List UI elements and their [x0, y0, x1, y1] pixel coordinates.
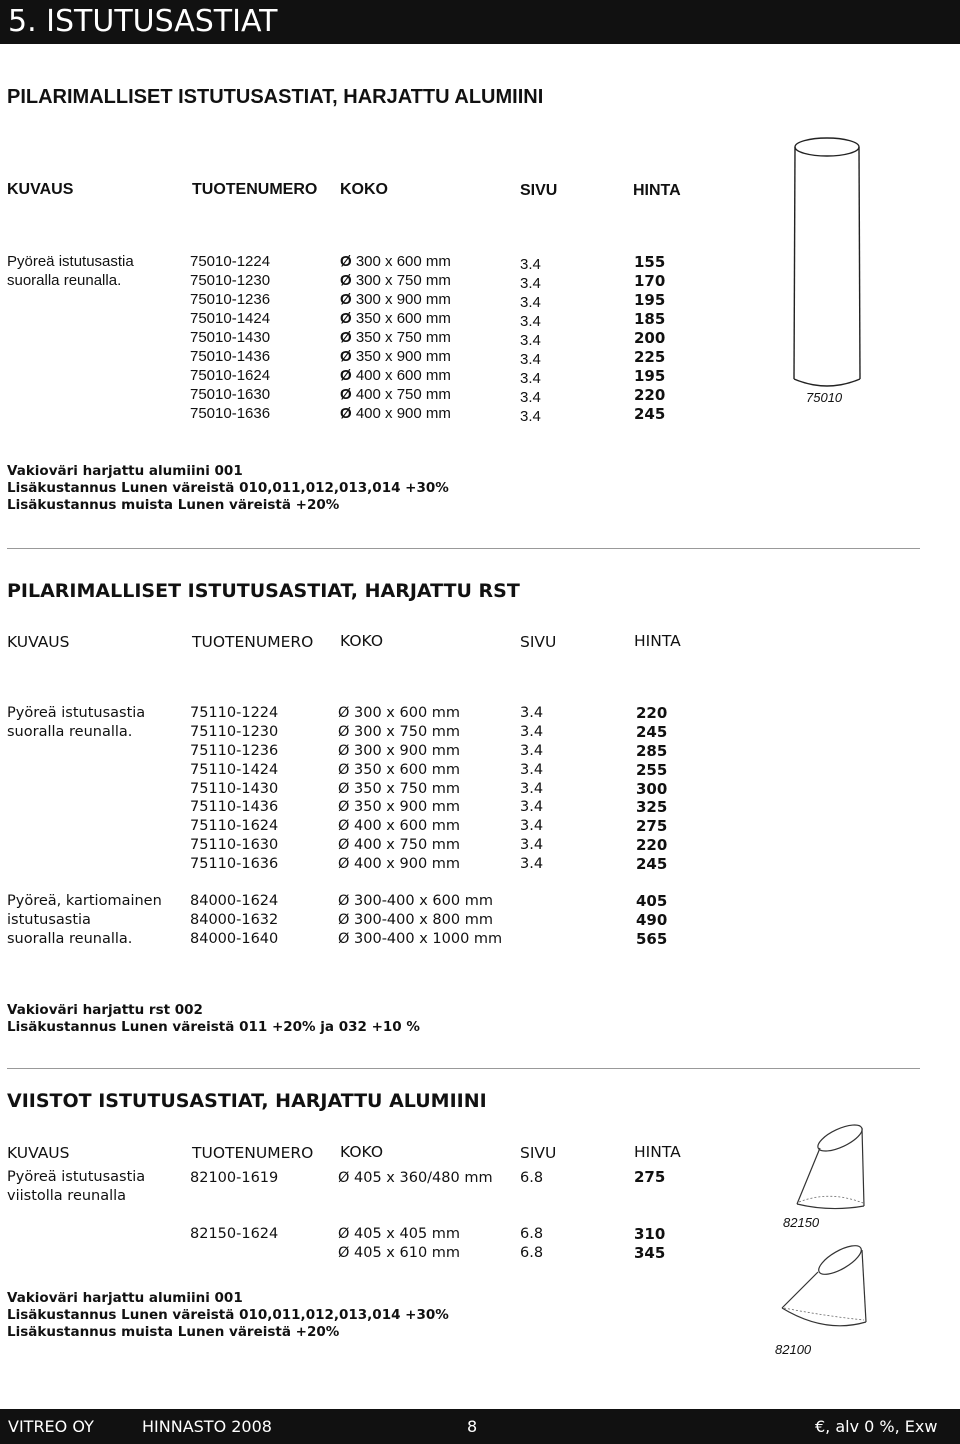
- table-row: 75110-1636: [190, 856, 279, 873]
- section3-col-tuotenumero: TUOTENUMERO: [192, 1144, 314, 1162]
- page-title: 5. ISTUTUSASTIAT: [8, 4, 278, 39]
- diameter-icon: Ø: [340, 291, 352, 308]
- section1-prices: 155 170 195 185 200 225 195 220 245: [634, 253, 666, 423]
- table-row-size: Ø 405 x 360/480 mm: [338, 1170, 493, 1186]
- section2-prices: 220 245 285 255 300 325 275 220 245: [636, 704, 668, 874]
- table-row: 75110-1630: [190, 837, 279, 854]
- section3-col-koko: KOKO: [340, 1143, 384, 1161]
- section3-col-sivu: SIVU: [520, 1144, 557, 1162]
- section1-col-tuotenumero: TUOTENUMERO: [192, 181, 318, 198]
- table-row: 84000-1640: [190, 930, 279, 947]
- section1-title: PILARIMALLISET ISTUTUSASTIAT, HARJATTU ALUMIINI: [7, 86, 544, 108]
- table-row-size: Ø 405 x 610 mm: [338, 1245, 461, 1261]
- table-row-price: 310: [634, 1225, 666, 1243]
- diameter-icon: Ø: [340, 367, 352, 384]
- table-row-price: 345: [634, 1244, 666, 1262]
- table-row: 75010-1624: [190, 367, 271, 384]
- table-row: 75010-1636: [190, 405, 271, 422]
- section2-col-sivu: SIVU: [520, 633, 557, 651]
- section2-title: PILARIMALLISET ISTUTUSASTIAT, HARJATTU RST: [7, 580, 520, 602]
- table-row-page: 6.8: [520, 1245, 544, 1261]
- table-row: 75110-1436: [190, 799, 279, 816]
- table-row-size: Ø 405 x 405 mm: [338, 1226, 461, 1242]
- table-row: 75110-1236: [190, 742, 279, 759]
- diameter-icon: Ø: [340, 253, 352, 270]
- footer-catalog: HINNASTO 2008: [142, 1417, 272, 1436]
- table-row: 84000-1624: [190, 893, 279, 909]
- section1-sizes: Ø 300 x 600 mm Ø 300 x 750 mm Ø 300 x 900 mm Ø 350 x 600 mm Ø 350 x 750 mm Ø 350 x 900 mm Ø 400 x 600 mm Ø 400 x 750 mm Ø 400 x 900 mm: [340, 253, 451, 422]
- image-caption-bottom: 82100: [775, 1342, 812, 1357]
- footer-company: VITREO OY: [8, 1417, 94, 1436]
- footer-vat: €, alv 0 %, Exw: [815, 1417, 938, 1436]
- table-row: 75010-1424: [190, 310, 271, 327]
- table-row: 75110-1624: [190, 818, 279, 835]
- divider: [7, 548, 920, 549]
- image-caption-top: 82150: [783, 1215, 820, 1230]
- footer-page-number: 8: [467, 1417, 478, 1436]
- table-row: 75010-1224: [190, 253, 271, 270]
- image-caption: 75010: [806, 390, 843, 405]
- table-row-page: 6.8: [520, 1170, 544, 1186]
- section1-col-hinta: HINTA: [633, 182, 681, 199]
- diameter-icon: Ø: [340, 348, 352, 365]
- section2-codes2: [190, 892, 278, 949]
- table-row: 82100-1619: [190, 1170, 279, 1186]
- table-row: 82150-1624: [190, 1226, 279, 1242]
- section3-description: Pyöreä istutusastia viistolla reunalla: [7, 1169, 146, 1204]
- table-row: 75010-1236: [190, 291, 271, 308]
- section1-col-sivu: SIVU: [520, 182, 558, 199]
- section2-col-koko: KOKO: [340, 632, 384, 650]
- section1-col-koko: KOKO: [340, 181, 388, 198]
- table-row-page: 6.8: [520, 1226, 544, 1242]
- cylinder-planter-icon: [780, 135, 870, 395]
- section2-description2: Pyöreä, kartiomainen istutusastia suoralla reunalla.: [7, 893, 162, 947]
- diameter-icon: Ø: [340, 405, 352, 422]
- section1-description: Pyöreä istutusastia suoralla reunalla.: [7, 253, 134, 289]
- table-row: 75010-1436: [190, 348, 271, 365]
- section1-pages: 3.4 3.4 3.4 3.4 3.4 3.4 3.4 3.4 3.4: [520, 256, 541, 425]
- table-row: 75110-1224: [190, 705, 279, 721]
- section2-pages: 3.4 3.4 3.4 3.4 3.4 3.4 3.4 3.4 3.4: [520, 705, 544, 873]
- diameter-icon: Ø: [340, 386, 352, 403]
- section1-col-kuvaus: KUVAUS: [7, 181, 74, 198]
- section2-col-tuotenumero: TUOTENUMERO: [192, 633, 314, 651]
- table-row: 75110-1230: [190, 723, 279, 740]
- table-row: 75110-1424: [190, 761, 279, 778]
- diameter-icon: Ø: [340, 329, 352, 346]
- section2-description: Pyöreä istutusastia suoralla reunalla.: [7, 705, 146, 740]
- page-footer: [0, 1409, 960, 1444]
- diameter-icon: Ø: [340, 310, 352, 327]
- section2-col-hinta: HINTA: [634, 632, 681, 650]
- table-row: 75010-1430: [190, 329, 271, 346]
- section1-codes: [190, 252, 270, 423]
- table-row: 75010-1630: [190, 386, 271, 403]
- section2-col-kuvaus: KUVAUS: [7, 633, 70, 651]
- table-row: 84000-1632: [190, 911, 279, 928]
- section2-sizes: Ø 300 x 600 mm Ø 300 x 750 mm Ø 300 x 900 mm Ø 350 x 600 mm Ø 350 x 750 mm Ø 350 x 900 mm Ø 400 x 600 mm Ø 400 x 750 mm Ø 400 x 900 mm: [338, 705, 461, 873]
- table-row-price: 275: [634, 1168, 666, 1186]
- diameter-icon: Ø: [340, 272, 352, 289]
- section3-title: VIISTOT ISTUTUSASTIAT, HARJATTU ALUMIINI: [7, 1090, 487, 1112]
- table-row: 75010-1230: [190, 272, 271, 289]
- section3-notes: Vakioväri harjattu alumiini 001 Lisäkustannus Lunen väreistä 010,011,012,013,014 +30% Lisäkustannus muista Lunen väreistä +20%: [7, 1290, 449, 1340]
- slanted-planter-icon: [770, 1238, 890, 1338]
- section2-notes: Vakioväri harjattu rst 002 Lisäkustannus Lunen väreistä 011 +20% ja 032 +10 %: [7, 1002, 420, 1035]
- section1-notes: Vakioväri harjattu alumiini 001 Lisäkustannus Lunen väreistä 010,011,012,013,014 +30% Lisäkustannus muista Lunen väreistä +20%: [7, 463, 449, 513]
- divider: [7, 1068, 920, 1069]
- section3-col-kuvaus: KUVAUS: [7, 1144, 70, 1162]
- section3-col-hinta: HINTA: [634, 1143, 681, 1161]
- section2-sizes2: Ø 300-400 x 600 mm Ø 300-400 x 800 mm Ø 300-400 x 1000 mm: [338, 893, 503, 947]
- section2-prices2: 405 490 565: [636, 892, 668, 948]
- page-header: [0, 0, 960, 44]
- section2-codes: [190, 704, 278, 874]
- slanted-planter-icon: [770, 1120, 890, 1220]
- table-row: 75110-1430: [190, 780, 279, 797]
